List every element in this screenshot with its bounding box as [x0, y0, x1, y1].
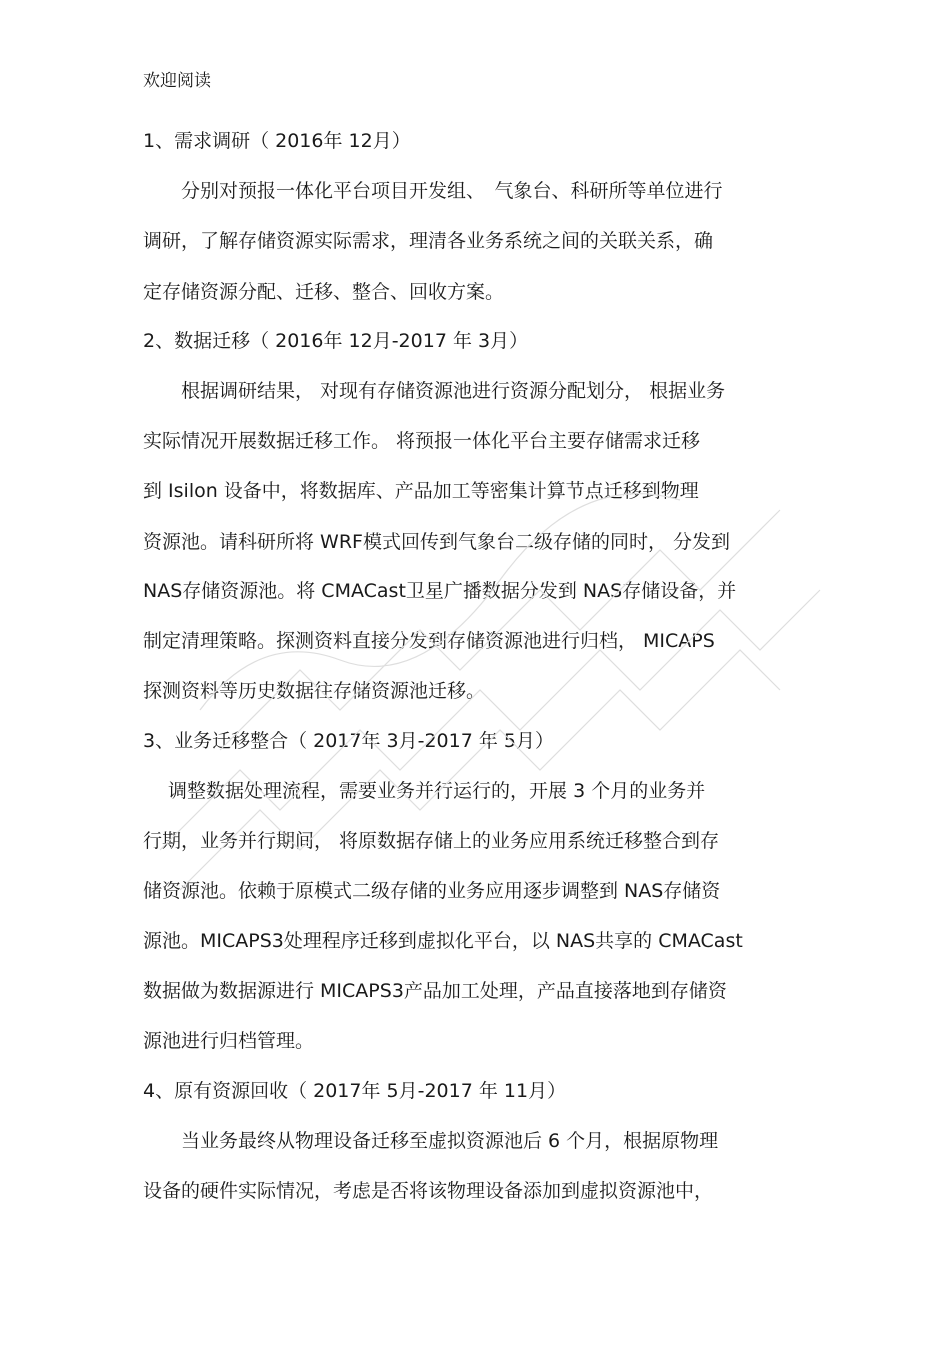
section-heading-2: 2、数据迁移（ 2016年 12月-2017 年 3月） [143, 330, 529, 352]
body-text-line: 数据做为数据源进行 MICAPS3产品加工处理，产品直接落地到存储资 [143, 980, 727, 1002]
body-text-line: 行期，业务并行期间， 将原数据存储上的业务应用系统迁移整合到存 [143, 830, 720, 852]
body-text-line: 资源池。请科研所将 WRF模式回传到气象台二级存储的同时， 分发到 [143, 531, 730, 553]
body-text-line: 定存储资源分配、迁移、整合、回收方案。 [143, 281, 505, 303]
body-text-line: 根据调研结果， 对现有存储资源池进行资源分配划分， 根据业务 [143, 380, 726, 402]
body-text-line: 实际情况开展数据迁移工作。 将预报一体化平台主要存储需求迁移 [143, 430, 701, 452]
body-text-line: 分别对预报一体化平台项目开发组、 气象台、科研所等单位进行 [143, 180, 723, 202]
body-text-line: 制定清理策略。探测资料直接分发到存储资源池进行归档， MICAPS [143, 630, 715, 652]
body-text-line: 调研，了解存储资源实际需求，理清各业务系统之间的关联关系，确 [143, 230, 714, 252]
body-text-line: 储资源池。依赖于原模式二级存储的业务应用逐步调整到 NAS存储资 [143, 880, 721, 902]
body-text-line: 当业务最终从物理设备迁移至虚拟资源池后 6 个月，根据原物理 [143, 1130, 719, 1152]
section-heading-3: 3、业务迁移整合（ 2017年 3月-2017 年 5月） [143, 730, 554, 752]
section-heading-1: 1、需求调研（ 2016年 12月） [143, 130, 411, 152]
body-text-line: 源池进行归档管理。 [143, 1030, 315, 1052]
section-heading-4: 4、原有资源回收（ 2017年 5月-2017 年 11月） [143, 1080, 567, 1102]
page-header: 欢迎阅读 [143, 71, 211, 91]
body-text-line: 调整数据处理流程，需要业务并行运行的，开展 3 个月的业务并 [143, 780, 706, 802]
body-text-line: 探测资料等历史数据往存储资源池迁移。 [143, 680, 486, 702]
body-text-line: 源池。MICAPS3处理程序迁移到虚拟化平台，以 NAS共享的 CMACast [143, 930, 743, 952]
body-text-line: NAS存储资源池。将 CMACast卫星广播数据分发到 NAS存储设备，并 [143, 580, 737, 602]
body-text-line: 设备的硬件实际情况，考虑是否将该物理设备添加到虚拟资源池中， [143, 1180, 714, 1202]
body-text-line: 到 Isilon 设备中，将数据库、产品加工等密集计算节点迁移到物理 [143, 480, 699, 502]
